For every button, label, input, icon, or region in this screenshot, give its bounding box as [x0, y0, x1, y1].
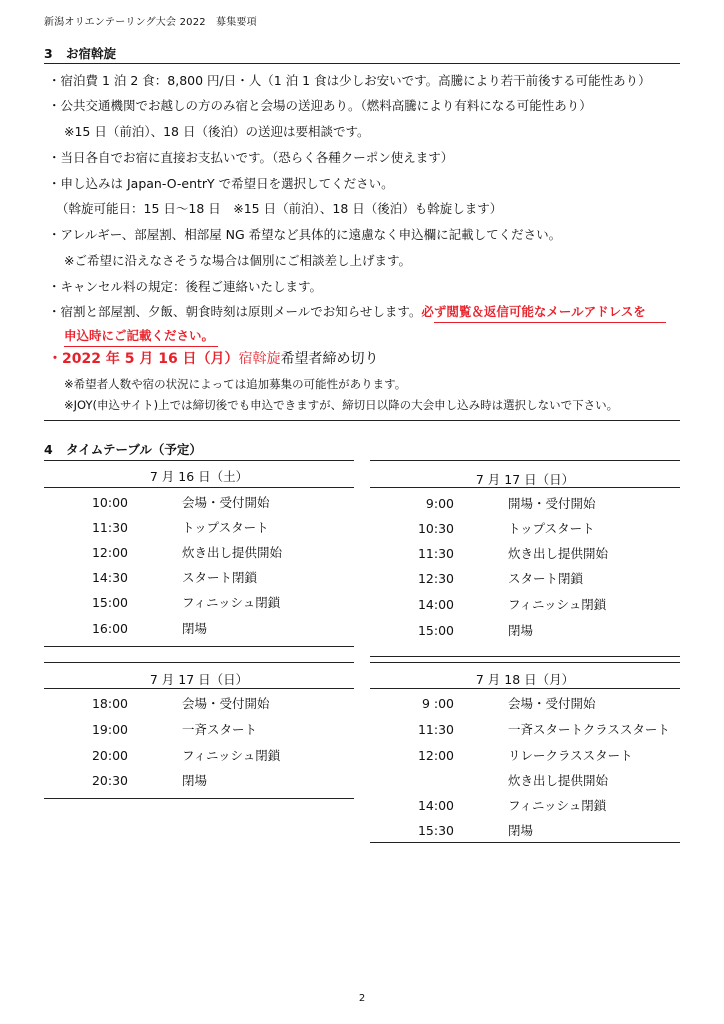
consultation-note-line: ※ご希望に沿えなさそうな場合は個別にご相談差し上げます。: [64, 253, 411, 268]
table-row: [44, 495, 354, 511]
table-top-rule: [370, 460, 680, 461]
table-row: [370, 773, 680, 789]
row-event: フィニッシュ閉鎖: [508, 798, 607, 813]
row-event: 会場・受付開始: [182, 696, 270, 711]
row-time: 16:00: [91, 621, 128, 636]
table-row: [370, 571, 680, 587]
row-time: 10:30: [417, 521, 454, 536]
row-event: 炊き出し提供開始: [182, 545, 283, 560]
section-4-heading: [44, 440, 202, 458]
row-time: 19:00: [91, 722, 128, 737]
row-event: トップスタート: [182, 520, 269, 535]
shuttle-note-line: ※15 日（前泊）、18 日（後泊）の送迎は要相談です。: [64, 124, 370, 139]
table-date: 7 月 16 日（土）: [149, 469, 249, 484]
row-event: 炊き出し提供開始: [508, 773, 609, 788]
table-header-rule: [370, 688, 680, 689]
table-row: [44, 570, 354, 586]
row-event: 閉場: [182, 773, 208, 788]
table-header-rule: [370, 487, 680, 488]
row-event: リレークラススタート: [508, 748, 633, 763]
row-time: 11:30: [417, 722, 454, 737]
available-dates-line: （斡旋可能日：15 日～18 日 ※15 日（前泊）、18 日（後泊）も斡旋します）: [56, 201, 503, 216]
mail-emphasis-line-2: 申込時にご記載ください。: [64, 328, 215, 343]
table-row: [370, 823, 680, 839]
table-row: [370, 496, 680, 512]
table-top-rule: [370, 662, 680, 663]
row-event: 炊き出し提供開始: [508, 546, 609, 561]
table-row: [370, 521, 680, 537]
additional-recruitment-note: ※希望者人数や宿の状況によっては追加募集の可能性があります。: [64, 377, 407, 391]
table-bottom-rule: [370, 656, 680, 657]
row-time: 9 :00: [421, 696, 454, 711]
table-top-rule: [44, 662, 354, 663]
row-time: 12:00: [91, 545, 128, 560]
row-event: スタート閉鎖: [508, 571, 584, 586]
row-time: 12:00: [417, 748, 454, 763]
section-3-title: お宿斡旋: [66, 46, 117, 61]
allergy-line: ・アレルギー、部屋割、相部屋 NG 希望など具体的に遠慮なく申込欄に記載してください。: [48, 227, 562, 242]
table-date: 7 月 18 日（月）: [475, 672, 575, 687]
table-row: [44, 520, 354, 536]
row-event: 閉場: [508, 823, 534, 838]
table-top-rule: [44, 460, 354, 461]
section-3-heading: [44, 44, 116, 62]
document-header: 新潟オリエンテーリング大会 2022 募集要項: [44, 17, 257, 28]
mail-emphasis-underline: [434, 322, 666, 323]
row-time: 20:00: [91, 748, 128, 763]
row-event: 会場・受付開始: [508, 696, 596, 711]
table-header-rule: [44, 688, 354, 689]
mail-notice-text: ・宿割と部屋割、夕飯、朝食時刻は原則メールでお知らせします。: [48, 304, 422, 319]
row-event: フィニッシュ閉鎖: [182, 748, 281, 763]
row-time: 14:30: [91, 570, 128, 585]
payment-line: ・当日各自でお宿に直接お支払いです。（恐らく各種クーポン使えます）: [48, 150, 454, 165]
section-3-bottom-rule: [44, 420, 680, 421]
row-time: 11:30: [417, 546, 454, 561]
section-4-title: タイムテーブル（予定）: [66, 442, 202, 457]
timetable-jul16: [44, 460, 354, 652]
row-event: 一斉スタートクラススタート: [508, 722, 670, 737]
table-row: [370, 798, 680, 814]
row-event: 会場・受付開始: [182, 495, 270, 510]
row-time: 15:30: [417, 823, 454, 838]
row-time: 15:00: [417, 623, 454, 638]
table-row: [370, 623, 680, 639]
deadline-tail-text: 希望者締め切り: [280, 351, 379, 367]
table-date: 7 月 17 日（日）: [475, 472, 575, 487]
mail-emphasis-text: 必ず閲覧＆返信可能なメールアドレスを: [421, 304, 646, 319]
mail-emphasis-underline-2: [64, 346, 218, 347]
timetable-jul18: [370, 662, 680, 844]
table-row: [370, 722, 680, 738]
row-time: 9:00: [425, 496, 454, 511]
table-bottom-rule: [44, 798, 354, 799]
row-time: 20:30: [91, 773, 128, 788]
row-event: 開場・受付開始: [508, 496, 596, 511]
row-time: 11:30: [91, 520, 128, 535]
table-row: [370, 546, 680, 562]
table-row: [44, 748, 354, 764]
table-date: 7 月 17 日（日）: [149, 672, 249, 687]
row-time: 14:00: [417, 597, 454, 612]
section-3-number: 3: [44, 46, 53, 61]
row-time: 18:00: [91, 696, 128, 711]
mail-notice-line: [48, 304, 646, 320]
deadline-line: [48, 351, 379, 367]
table-bottom-rule: [44, 646, 354, 647]
row-time: 12:30: [417, 571, 454, 586]
page-number: 2: [358, 993, 366, 1004]
row-event: トップスタート: [508, 521, 595, 536]
row-time: 10:00: [91, 495, 128, 510]
section-3-top-rule: [44, 63, 680, 64]
cancellation-line: ・キャンセル料の規定：後程ご連絡いたします。: [48, 279, 323, 294]
deadline-lodging-text: 宿斡旋: [238, 351, 281, 367]
table-bottom-rule: [370, 842, 680, 843]
row-event: フィニッシュ閉鎖: [508, 597, 607, 612]
timetable-jul17-day: [370, 460, 680, 662]
row-event: 閉場: [508, 623, 534, 638]
table-row: [44, 722, 354, 738]
application-line: ・申し込みは Japan-O-entrY で希望日を選択してください。: [48, 176, 394, 191]
row-time: 15:00: [91, 595, 128, 610]
table-row: [370, 597, 680, 613]
row-event: フィニッシュ閉鎖: [182, 595, 281, 610]
shuttle-line: ・公共交通機関でお越しの方のみ宿と会場の送迎あり。（燃料高騰により有料になる可能性あり）: [48, 98, 592, 113]
timetable-jul17-evening: [44, 662, 354, 802]
table-row: [370, 696, 680, 712]
table-row: [44, 621, 354, 637]
table-row: [44, 773, 354, 789]
row-event: 閉場: [182, 621, 208, 636]
deadline-date: ・2022 年 5 月 16 日（月）: [48, 351, 239, 367]
table-row: [44, 696, 354, 712]
table-row: [44, 595, 354, 611]
joy-site-note: ※JOY(申込サイト)上では締切後でも申込できますが、締切日以降の大会申し込み時は選択しないで下さい。: [64, 398, 619, 412]
row-time: 14:00: [417, 798, 454, 813]
table-row: [44, 545, 354, 561]
section-4-number: 4: [44, 442, 53, 457]
row-event: 一斉スタート: [182, 722, 258, 737]
table-header-rule: [44, 487, 354, 488]
lodging-fee-line: ・宿泊費 1 泊 2 食：8,800 円/日・人（1 泊 1 食は少しお安いです。高騰により若干前後する可能性あり）: [48, 73, 651, 88]
row-event: スタート閉鎖: [182, 570, 258, 585]
table-row: [370, 748, 680, 764]
